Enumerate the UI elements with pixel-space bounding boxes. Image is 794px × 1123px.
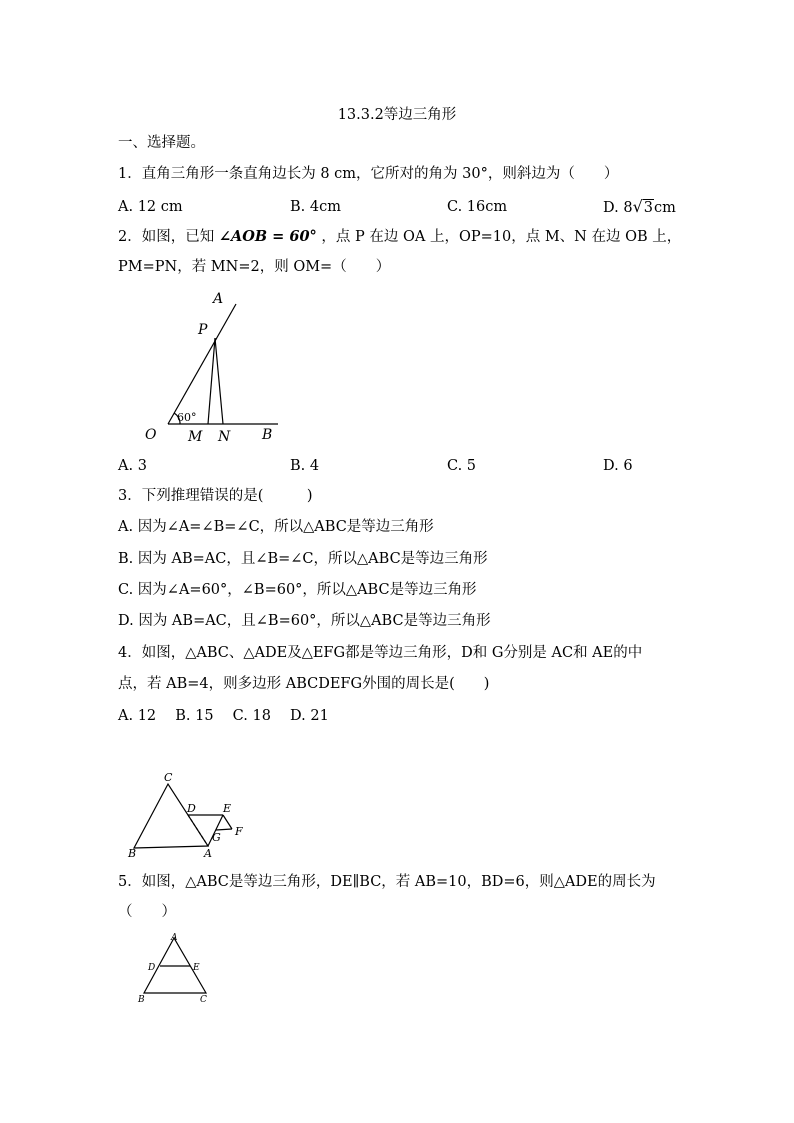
q1-option-b: B. 4cm (290, 199, 341, 215)
q2-stem-part-b: ，点 P 在边 OA 上，OP=10，点 M、N 在边 OB 上， (321, 229, 682, 245)
sqrt-radicand: 3 (643, 200, 653, 216)
q2-option-a: A. 3 (118, 458, 147, 474)
q4-figure (124, 770, 254, 862)
q3-option-a: A. 因为∠A=∠B=∠C，所以△ABC是等边三角形 (118, 519, 434, 535)
label-g: G (212, 831, 221, 844)
segment-pn (215, 338, 223, 424)
label-b: B (138, 995, 145, 1005)
label-e: E (193, 963, 200, 973)
section-heading: 一、选择题。 (118, 135, 205, 151)
q1-option-d-unit: cm (654, 200, 676, 216)
question-2-stem-line2: PM=PN，若 MN=2，则 OM=（ ） (118, 259, 391, 275)
label-d: D (148, 963, 156, 973)
label-b: B (262, 427, 273, 443)
label-o: O (145, 427, 157, 443)
label-a: A (171, 933, 178, 943)
question-3-stem: 3．下列推理错误的是( ) (118, 488, 313, 504)
question-2-stem (118, 227, 681, 247)
segment-ef (223, 815, 232, 829)
label-f: F (235, 825, 243, 838)
triangle-abc (134, 784, 208, 848)
question-1-stem: 1．直角三角形一条直角边长为 8 cm，它所对的角为 30°，则斜边为（ ） (118, 166, 619, 182)
question-5-stem: 5．如图，△ABC是等边三角形，DE∥BC，若 AB=10，BD=6，则△ADE的周长为 (118, 874, 656, 890)
question-4-stem-line2: 点，若 AB=4，则多边形 ABCDEFG外围的周长是( ) (118, 676, 490, 692)
q1-option-c: C. 16cm (447, 199, 508, 215)
question-4-stem: 4．如图，△ABC、△ADE及△EFG都是等边三角形，D和 G分别是 AC和 AE的中 (118, 645, 643, 661)
page-title: 13.3.2等边三角形 (337, 107, 457, 123)
q3-option-c: C. 因为∠A=60°，∠B=60°，所以△ABC是等边三角形 (118, 582, 477, 598)
q3-option-d: D. 因为 AB=AC，且∠B=60°，所以△ABC是等边三角形 (118, 613, 491, 629)
sqrt-sign: √ (632, 197, 643, 216)
label-b: B (128, 847, 137, 860)
q3-option-b: B. 因为 AB=AC，且∠B=∠C，所以△ABC是等边三角形 (118, 551, 488, 567)
q2-angle-expression: ∠AOB = 60° (218, 228, 317, 245)
q1-option-d (603, 197, 676, 218)
q2-figure (140, 288, 290, 448)
question-5-stem-line2: （ ） (118, 904, 176, 920)
q5-figure (134, 930, 224, 1006)
label-p: P (198, 322, 208, 338)
label-a: A (204, 847, 212, 860)
q1-option-d-label: D. 8 (603, 200, 633, 216)
label-m: M (188, 429, 203, 445)
q2-stem-part-a: 2．如图，已知 (118, 229, 215, 245)
q2-option-d: D. 6 (603, 458, 633, 474)
label-n: N (218, 429, 231, 445)
label-60-degrees: 60° (177, 411, 197, 424)
label-c: C (164, 771, 173, 784)
segment-fg (216, 829, 232, 830)
label-a: A (213, 291, 224, 307)
label-d: D (187, 802, 196, 815)
q4-options: A. 12 B. 15 C. 18 D. 21 (118, 708, 329, 724)
q2-option-b: B. 4 (290, 458, 320, 474)
label-c: C (200, 995, 207, 1005)
q2-option-c: C. 5 (447, 458, 477, 474)
q1-option-a: A. 12 cm (118, 199, 183, 215)
label-e: E (223, 802, 232, 815)
